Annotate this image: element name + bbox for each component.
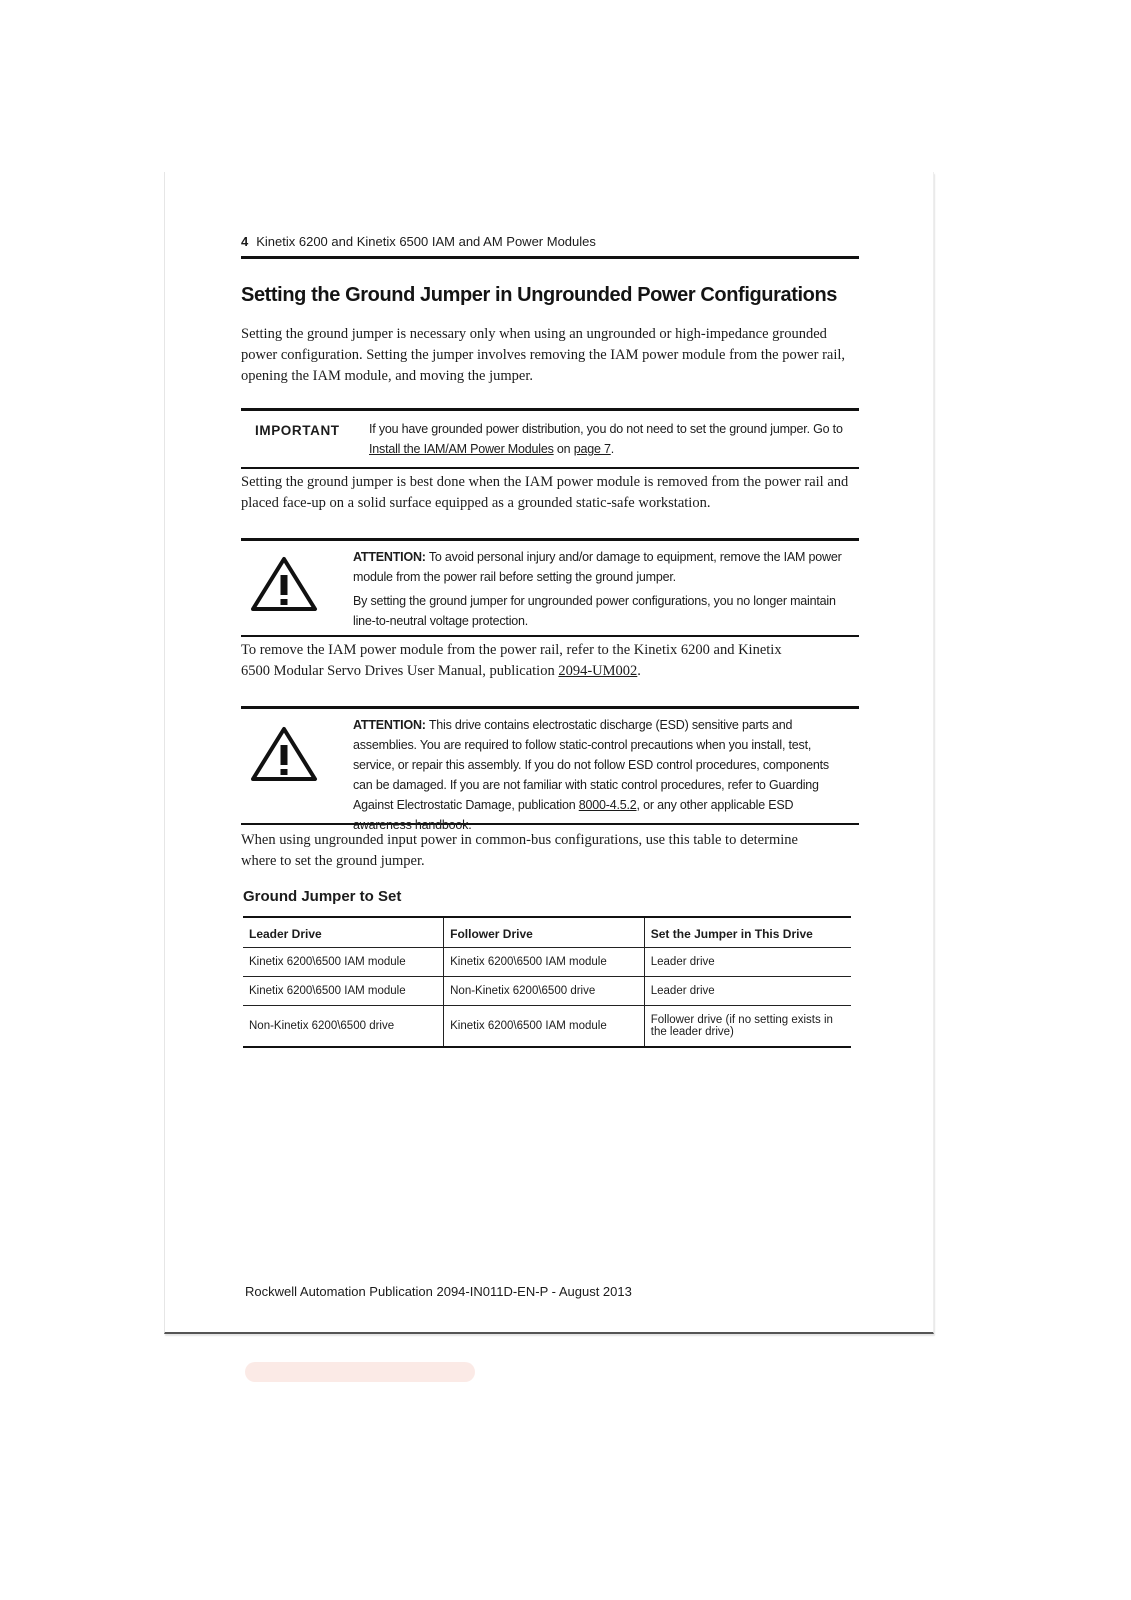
attention-2-body: This drive contains electrostatic discharge (ESD) sensitive parts and assemblies. You are required to follow static-control precautions when you install, test, service, or repair this assembly. If you do not follow ESD control procedures, components can be damaged. If you are not familiar with static control procedures, refer to Guarding Against Electrostatic Damage, publication — [353, 718, 829, 812]
attention-1-para-1 — [353, 547, 843, 587]
section-title: Setting the Ground Jumper in Ungrounded Power Configurations — [241, 284, 837, 306]
warning-triangle-icon — [249, 725, 319, 783]
attention-box-1 — [241, 538, 859, 637]
table-cell: Kinetix 6200\6500 IAM module — [243, 948, 444, 977]
attention-2-para — [353, 715, 845, 835]
column-header-jumper: Set the Jumper in This Drive — [644, 917, 851, 948]
attention-2-text — [353, 715, 845, 839]
attention-1-para-2: By setting the ground jumper for ungrounded power configurations, you no longer maintain line-to-neutral voltage protection. — [353, 594, 836, 628]
esd-publication-link[interactable]: 8000-4.5.2 — [578, 798, 637, 812]
table-cell: Leader drive — [644, 977, 851, 1006]
document-page — [164, 172, 934, 1334]
table-cell: Kinetix 6200\6500 IAM module — [444, 948, 645, 977]
attention-1-body: To avoid personal injury and/or damage to equipment, remove the IAM power module from the power rail before setting the ground jumper. — [353, 550, 842, 584]
column-header-leader: Leader Drive — [243, 917, 444, 948]
important-text — [369, 419, 849, 459]
table-cell: Non-Kinetix 6200\6500 drive — [243, 1006, 444, 1048]
important-label: IMPORTANT — [255, 423, 340, 438]
header-title: Kinetix 6200 and Kinetix 6500 IAM and AM Power Modules — [256, 234, 596, 249]
attention-2-label: ATTENTION: — [353, 718, 426, 732]
table-row — [243, 948, 851, 977]
page-number: 4 — [241, 234, 249, 249]
user-manual-link[interactable]: 2094-UM002 — [558, 663, 638, 679]
attention-1-label: ATTENTION: — [353, 550, 426, 564]
table-cell: Kinetix 6200\6500 IAM module — [243, 977, 444, 1006]
remove-module-paragraph — [241, 640, 801, 682]
page-7-link[interactable]: page 7 — [573, 442, 611, 456]
remove-module-text: To remove the IAM power module from the power rail, refer to the Kinetix 6200 and Kinetix 6500 Modular Servo Drives User Manual, publication — [241, 642, 782, 679]
common-bus-paragraph: When using ungrounded input power in common-bus configurations, use this table to determine where to set the ground jumper. — [241, 832, 798, 869]
table-title: Ground Jumper to Set — [243, 888, 402, 905]
scan-smudge — [245, 1362, 475, 1382]
workstation-paragraph: Setting the ground jumper is best done when the IAM power module is removed from the power rail and placed face-up on a solid surface equipped as a grounded static-safe workstation. — [241, 474, 849, 511]
warning-triangle-icon — [249, 555, 319, 613]
important-text-part: . — [610, 442, 615, 456]
table-cell: Follower drive (if no setting exists in the leader drive) — [644, 1006, 851, 1048]
table-row — [243, 1006, 851, 1048]
attention-box-2 — [241, 706, 859, 832]
column-header-follower: Follower Drive — [444, 917, 645, 948]
table-cell: Non-Kinetix 6200\6500 drive — [444, 977, 645, 1006]
important-box — [241, 408, 859, 469]
attention-1-text — [353, 547, 843, 635]
intro-paragraph: Setting the ground jumper is necessary only when using an ungrounded or high-impedance grounded power configuration. Setting the jumper involves removing the IAM power module from the power rail, opening the IAM module, and moving the jumper. — [241, 326, 846, 384]
ground-jumper-table — [243, 916, 851, 1048]
install-modules-link[interactable]: Install the IAM/AM Power Modules — [369, 442, 554, 456]
table-cell: Kinetix 6200\6500 IAM module — [444, 1006, 645, 1048]
remove-module-end: . — [637, 663, 641, 679]
running-header — [241, 234, 859, 259]
important-text-part: on — [553, 442, 574, 456]
table-row — [243, 977, 851, 1006]
table-header-row — [243, 917, 851, 948]
attention-2-end: , or any other applicable ESD awareness handbook. — [353, 798, 794, 832]
table-cell: Leader drive — [644, 948, 851, 977]
page-footer: Rockwell Automation Publication 2094-IN011D-EN-P - August 2013 — [245, 1284, 632, 1299]
important-text-part: If you have grounded power distribution, you do not need to set the ground jumper. Go to — [369, 422, 843, 436]
